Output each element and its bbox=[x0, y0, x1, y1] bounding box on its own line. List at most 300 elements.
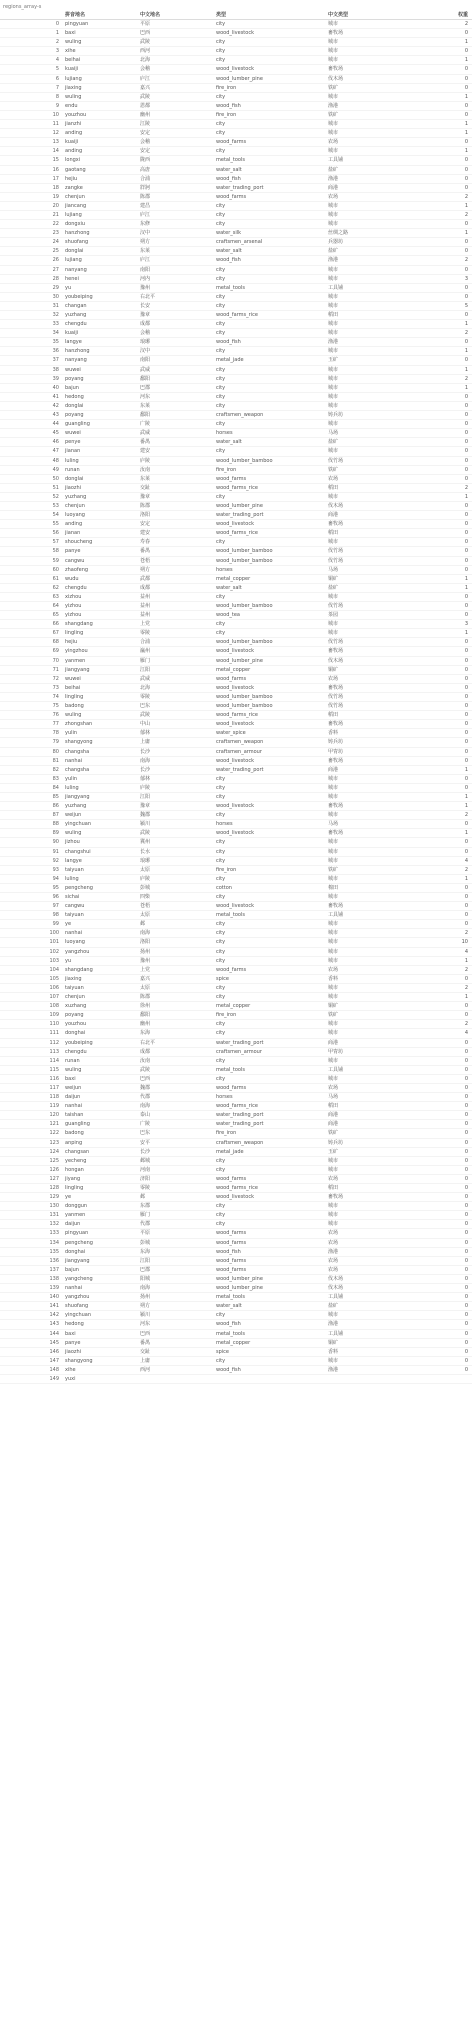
weight-cell: 0 bbox=[464, 448, 468, 455]
table-row[interactable] bbox=[0, 147, 472, 156]
chinese-name-cell: 徐州 bbox=[140, 1003, 151, 1010]
table-row[interactable] bbox=[0, 593, 472, 602]
row-index: 85 bbox=[52, 793, 59, 800]
table-row[interactable] bbox=[0, 638, 472, 647]
row-index: 69 bbox=[52, 648, 59, 655]
row-index: 14 bbox=[52, 148, 59, 155]
pinyin-name-cell: panye bbox=[65, 548, 81, 555]
table-row[interactable] bbox=[0, 775, 472, 784]
table-row[interactable] bbox=[0, 311, 472, 320]
chinese-name-cell: 南海 bbox=[140, 1285, 151, 1292]
row-index: 37 bbox=[52, 357, 59, 364]
weight-cell: 0 bbox=[464, 1166, 468, 1173]
table-row[interactable] bbox=[0, 475, 472, 484]
table-row[interactable] bbox=[0, 266, 472, 275]
table-row[interactable] bbox=[0, 1111, 472, 1120]
row-index: 63 bbox=[52, 593, 59, 600]
table-row[interactable] bbox=[0, 1039, 472, 1048]
table-row[interactable] bbox=[0, 557, 472, 566]
chinese-type-cell: 铜矿 bbox=[328, 666, 339, 673]
table-row[interactable] bbox=[0, 466, 472, 475]
table-row[interactable] bbox=[0, 1248, 472, 1257]
table-row[interactable] bbox=[0, 1029, 472, 1038]
table-row[interactable] bbox=[0, 875, 472, 884]
table-row[interactable] bbox=[0, 493, 472, 502]
pinyin-name-cell: chengdu bbox=[65, 1048, 87, 1055]
table-row[interactable] bbox=[0, 1193, 472, 1202]
table-row[interactable] bbox=[0, 1266, 472, 1275]
chinese-type-cell: 铁矿 bbox=[328, 1130, 339, 1137]
row-index: 46 bbox=[52, 439, 59, 446]
table-row[interactable] bbox=[0, 366, 472, 375]
table-row[interactable] bbox=[0, 711, 472, 720]
table-row[interactable] bbox=[0, 1075, 472, 1084]
chinese-name-cell: 庐陵 bbox=[140, 457, 151, 464]
table-row[interactable] bbox=[0, 1257, 472, 1266]
table-row[interactable] bbox=[0, 56, 472, 65]
chinese-type-cell: 城市 bbox=[328, 812, 339, 819]
table-row[interactable] bbox=[0, 1102, 472, 1111]
table-row[interactable] bbox=[0, 75, 472, 84]
chinese-name-cell: 建安 bbox=[140, 448, 151, 455]
row-index: 98 bbox=[52, 912, 59, 919]
pinyin-name-cell: yecheng bbox=[65, 1157, 87, 1164]
table-row[interactable] bbox=[0, 602, 472, 611]
pinyin-name-cell: pengcheng bbox=[65, 884, 93, 891]
chinese-name-cell: 西河 bbox=[140, 48, 151, 55]
chinese-name-cell: 安定 bbox=[140, 130, 151, 137]
type-cell: wood_farms_rice bbox=[216, 1185, 258, 1191]
table-row[interactable] bbox=[0, 175, 472, 184]
chinese-type-cell: 商港 bbox=[328, 1121, 339, 1128]
table-row[interactable] bbox=[0, 802, 472, 811]
chinese-name-cell: 番禺 bbox=[140, 548, 151, 555]
table-row[interactable] bbox=[0, 38, 472, 47]
pinyin-name-cell: xizhou bbox=[65, 593, 82, 600]
pinyin-name-cell: taiyuan bbox=[65, 866, 84, 873]
row-index: 118 bbox=[49, 1094, 59, 1101]
table-row[interactable] bbox=[0, 302, 472, 311]
table-row[interactable] bbox=[0, 184, 472, 193]
table-row[interactable] bbox=[0, 293, 472, 302]
pinyin-name-cell: lujiang bbox=[65, 211, 82, 218]
table-row[interactable] bbox=[0, 84, 472, 93]
table-row[interactable] bbox=[0, 120, 472, 129]
table-row[interactable] bbox=[0, 1048, 472, 1057]
pinyin-name-cell: ye bbox=[65, 1194, 72, 1201]
weight-cell: 0 bbox=[464, 421, 468, 428]
table-row[interactable] bbox=[0, 1229, 472, 1238]
table-row[interactable] bbox=[0, 1020, 472, 1029]
row-index: 49 bbox=[52, 466, 59, 473]
table-row[interactable] bbox=[0, 929, 472, 938]
row-index: 19 bbox=[52, 193, 59, 200]
table-row[interactable] bbox=[0, 866, 472, 875]
pinyin-name-cell: guangling bbox=[65, 421, 90, 428]
weight-cell: 0 bbox=[464, 48, 468, 55]
table-row[interactable] bbox=[0, 829, 472, 838]
table-row[interactable] bbox=[0, 93, 472, 102]
table-row[interactable] bbox=[0, 129, 472, 138]
pinyin-name-cell: shangdang bbox=[65, 621, 93, 628]
type-cell: city bbox=[216, 539, 226, 546]
table-row[interactable] bbox=[0, 1066, 472, 1075]
type-cell: craftsmen_weapon bbox=[216, 1139, 264, 1146]
chinese-name-cell: 雁门 bbox=[140, 657, 151, 664]
chinese-type-cell: 城市 bbox=[328, 793, 339, 800]
type-cell: craftsmen_armour bbox=[216, 748, 262, 755]
table-row[interactable] bbox=[0, 47, 472, 56]
table-row[interactable] bbox=[0, 848, 472, 857]
type-cell: city bbox=[216, 21, 226, 27]
header-chinese-type[interactable]: 中文类型 bbox=[328, 12, 349, 18]
table-row[interactable] bbox=[0, 502, 472, 511]
weight-cell: 0 bbox=[464, 921, 468, 928]
type-cell: city bbox=[216, 130, 226, 137]
chinese-name-cell: 江阳 bbox=[140, 666, 151, 673]
table-row[interactable] bbox=[0, 1057, 472, 1066]
table-row[interactable] bbox=[0, 529, 472, 538]
table-row[interactable] bbox=[0, 375, 472, 384]
row-index: 29 bbox=[52, 284, 59, 291]
type-cell: city bbox=[216, 848, 226, 855]
table-row[interactable] bbox=[0, 1093, 472, 1102]
table-row[interactable] bbox=[0, 520, 472, 529]
type-cell: city bbox=[216, 957, 226, 964]
weight-cell: 0 bbox=[464, 839, 468, 846]
row-index: 20 bbox=[52, 202, 59, 209]
table-row[interactable] bbox=[0, 347, 472, 356]
pinyin-name-cell: anding bbox=[65, 521, 83, 528]
table-row[interactable] bbox=[0, 284, 472, 293]
table-row[interactable] bbox=[0, 420, 472, 429]
table-row[interactable] bbox=[0, 220, 472, 229]
table-row[interactable] bbox=[0, 247, 472, 256]
pinyin-name-cell: wuwei bbox=[65, 430, 81, 437]
weight-cell: 4 bbox=[464, 857, 468, 864]
table-row[interactable] bbox=[0, 647, 472, 656]
type-cell: city bbox=[216, 366, 226, 373]
table-row[interactable] bbox=[0, 1284, 472, 1293]
table-row[interactable] bbox=[0, 1184, 472, 1193]
table-row[interactable] bbox=[0, 511, 472, 520]
table-row[interactable] bbox=[0, 211, 472, 220]
type-cell: water_salt bbox=[216, 439, 242, 446]
table-row[interactable] bbox=[0, 193, 472, 202]
chinese-type-cell: 农场 bbox=[328, 193, 339, 200]
table-row[interactable] bbox=[0, 429, 472, 438]
header-chinese-name[interactable]: 中文地名 bbox=[140, 12, 161, 18]
chinese-name-cell: 彭城 bbox=[140, 1239, 151, 1246]
pinyin-name-cell: kuaiji bbox=[65, 66, 79, 73]
table-row[interactable] bbox=[0, 1202, 472, 1211]
chinese-type-cell: 城市 bbox=[328, 57, 339, 64]
chinese-type-cell: 伐竹场 bbox=[328, 703, 344, 710]
chinese-type-cell: 城市 bbox=[328, 1021, 339, 1028]
row-index: 88 bbox=[52, 821, 59, 828]
table-row[interactable] bbox=[0, 1339, 472, 1348]
table-row[interactable] bbox=[0, 857, 472, 866]
table-row[interactable] bbox=[0, 984, 472, 993]
table-row[interactable] bbox=[0, 757, 472, 766]
table-row[interactable] bbox=[0, 1320, 472, 1329]
header-weight[interactable]: 权重 bbox=[457, 12, 468, 18]
chinese-type-cell: 渔港 bbox=[328, 1366, 339, 1373]
type-cell: city bbox=[216, 293, 226, 300]
chinese-type-cell: 稻田 bbox=[328, 1103, 339, 1110]
table-row[interactable] bbox=[0, 611, 472, 620]
type-cell: wood_lumber_bamboo bbox=[216, 703, 273, 710]
type-cell: metal_tools bbox=[216, 1330, 245, 1337]
table-row[interactable] bbox=[0, 738, 472, 747]
table-row[interactable] bbox=[0, 384, 472, 393]
table-row[interactable] bbox=[0, 811, 472, 820]
chinese-name-cell: 河内 bbox=[140, 275, 151, 282]
table-row[interactable] bbox=[0, 1157, 472, 1166]
weight-cell: 0 bbox=[464, 784, 468, 791]
chinese-type-cell: 稻田 bbox=[328, 312, 339, 318]
table-row[interactable] bbox=[0, 484, 472, 493]
type-cell: wood_lumber_pine bbox=[216, 502, 263, 509]
pinyin-name-cell: chenjun bbox=[65, 193, 85, 200]
table-row[interactable] bbox=[0, 29, 472, 38]
chinese-name-cell: 嘉兴 bbox=[140, 975, 151, 982]
pinyin-name-cell: jianzhi bbox=[65, 121, 82, 128]
table-row[interactable] bbox=[0, 693, 472, 702]
chinese-name-cell: 庐陵 bbox=[140, 784, 151, 791]
weight-cell: 0 bbox=[464, 239, 468, 246]
table-row[interactable] bbox=[0, 1175, 472, 1184]
weight-cell: 0 bbox=[464, 603, 468, 609]
table-row[interactable] bbox=[0, 911, 472, 920]
chinese-type-cell: 香料 bbox=[328, 975, 339, 982]
table-row[interactable] bbox=[0, 1293, 472, 1302]
weight-cell: 0 bbox=[464, 1012, 468, 1019]
type-cell: wood_lumber_pine bbox=[216, 75, 263, 82]
table-row[interactable] bbox=[0, 275, 472, 284]
weight-cell: 1 bbox=[464, 366, 468, 373]
chinese-name-cell: 汉中 bbox=[140, 230, 151, 237]
table-row[interactable] bbox=[0, 20, 472, 29]
pinyin-name-cell: pengcheng bbox=[65, 1239, 93, 1246]
table-row[interactable] bbox=[0, 1302, 472, 1311]
table-row[interactable] bbox=[0, 820, 472, 829]
table-row[interactable] bbox=[0, 1311, 472, 1320]
table-row[interactable] bbox=[0, 1348, 472, 1357]
table-row[interactable] bbox=[0, 111, 472, 120]
chinese-type-cell: 农场 bbox=[328, 675, 339, 682]
table-row[interactable] bbox=[0, 356, 472, 365]
row-index: 83 bbox=[52, 775, 59, 782]
chinese-name-cell: 上党 bbox=[140, 966, 151, 973]
type-cell: wood_livestock bbox=[216, 684, 254, 691]
table-row[interactable] bbox=[0, 666, 472, 675]
table-row[interactable] bbox=[0, 620, 472, 629]
chinese-type-cell: 盐矿 bbox=[328, 584, 339, 591]
chinese-type-cell: 农场 bbox=[328, 1266, 339, 1273]
type-cell: horses bbox=[216, 821, 233, 828]
table-row[interactable] bbox=[0, 411, 472, 420]
pinyin-name-cell: yanmen bbox=[65, 1212, 86, 1219]
table-row[interactable] bbox=[0, 766, 472, 775]
chinese-name-cell: 合浦 bbox=[140, 639, 151, 646]
pinyin-name-cell: donglai bbox=[65, 475, 84, 482]
chinese-name-cell: 嘉兴 bbox=[140, 84, 151, 91]
pinyin-name-cell: nanhai bbox=[65, 1285, 83, 1292]
chinese-name-cell: 陈郡 bbox=[140, 502, 151, 509]
row-index: 6 bbox=[55, 75, 59, 82]
table-row[interactable] bbox=[0, 1211, 472, 1220]
table-row[interactable] bbox=[0, 1330, 472, 1339]
weight-cell: 0 bbox=[464, 1212, 468, 1219]
table-row[interactable] bbox=[0, 1275, 472, 1284]
row-index: 48 bbox=[52, 457, 59, 464]
pinyin-name-cell: panye bbox=[65, 1339, 81, 1346]
chinese-name-cell: 魏郡 bbox=[140, 812, 151, 819]
chinese-type-cell: 城市 bbox=[328, 130, 339, 137]
row-index: 127 bbox=[49, 1175, 59, 1182]
table-row[interactable] bbox=[0, 675, 472, 684]
table-row[interactable] bbox=[0, 948, 472, 957]
type-cell: wood_farms_rice bbox=[216, 712, 258, 719]
table-row[interactable] bbox=[0, 657, 472, 666]
table-row[interactable] bbox=[0, 1366, 472, 1375]
row-index: 30 bbox=[52, 293, 59, 300]
table-row[interactable] bbox=[0, 102, 472, 111]
table-row[interactable] bbox=[0, 457, 472, 466]
table-row[interactable] bbox=[0, 838, 472, 847]
pinyin-name-cell: chenjun bbox=[65, 994, 85, 1001]
weight-cell: 0 bbox=[464, 657, 468, 664]
table-row[interactable] bbox=[0, 256, 472, 265]
pinyin-name-cell: hongan bbox=[65, 1166, 84, 1173]
row-index: 67 bbox=[52, 630, 59, 637]
type-cell: wood_livestock bbox=[216, 521, 254, 528]
pinyin-name-cell: pingyuan bbox=[65, 21, 89, 27]
table-row[interactable] bbox=[0, 966, 472, 975]
table-row[interactable] bbox=[0, 329, 472, 338]
table-row[interactable] bbox=[0, 402, 472, 411]
table-row[interactable] bbox=[0, 156, 472, 165]
table-row[interactable] bbox=[0, 338, 472, 347]
table-row[interactable] bbox=[0, 447, 472, 456]
table-row[interactable] bbox=[0, 1357, 472, 1366]
type-cell: city bbox=[216, 984, 226, 991]
table-row[interactable] bbox=[0, 957, 472, 966]
table-row[interactable] bbox=[0, 393, 472, 402]
type-cell: city bbox=[216, 948, 226, 955]
weight-cell: 0 bbox=[464, 1275, 468, 1282]
table-row[interactable] bbox=[0, 1084, 472, 1093]
chinese-type-cell: 城市 bbox=[328, 39, 339, 46]
table-row[interactable] bbox=[0, 547, 472, 556]
table-row[interactable] bbox=[0, 1120, 472, 1129]
weight-cell: 0 bbox=[464, 1094, 468, 1101]
pinyin-name-cell: changsha bbox=[65, 748, 90, 755]
chinese-type-cell: 香料 bbox=[328, 730, 339, 737]
table-row[interactable] bbox=[0, 748, 472, 757]
table-row[interactable] bbox=[0, 938, 472, 947]
type-cell: wood_farms bbox=[216, 1084, 247, 1091]
type-cell: craftsmen_weapon bbox=[216, 739, 264, 746]
row-index: 40 bbox=[52, 384, 59, 391]
row-index: 38 bbox=[52, 366, 59, 373]
table-row[interactable] bbox=[0, 65, 472, 74]
row-index: 126 bbox=[49, 1166, 59, 1173]
pinyin-name-cell: daijun bbox=[65, 1094, 81, 1101]
table-row[interactable] bbox=[0, 1220, 472, 1229]
table-row[interactable] bbox=[0, 1166, 472, 1175]
table-row[interactable] bbox=[0, 720, 472, 729]
type-cell: city bbox=[216, 321, 226, 328]
chinese-type-cell: 城市 bbox=[328, 539, 339, 546]
table-row[interactable] bbox=[0, 993, 472, 1002]
type-cell: wood_livestock bbox=[216, 830, 254, 837]
table-row[interactable] bbox=[0, 793, 472, 802]
table-row[interactable] bbox=[0, 575, 472, 584]
table-row[interactable] bbox=[0, 729, 472, 738]
chinese-type-cell: 城市 bbox=[328, 1057, 339, 1064]
table-row[interactable] bbox=[0, 629, 472, 638]
table-row[interactable] bbox=[0, 784, 472, 793]
table-row[interactable] bbox=[0, 138, 472, 147]
chinese-type-cell: 商港 bbox=[328, 1039, 339, 1046]
row-index: 110 bbox=[49, 1021, 59, 1028]
chinese-type-cell: 铁矿 bbox=[328, 1012, 339, 1019]
table-row[interactable] bbox=[0, 884, 472, 893]
pinyin-name-cell: youzhou bbox=[65, 111, 87, 118]
table-row[interactable] bbox=[0, 1011, 472, 1020]
table-row[interactable] bbox=[0, 584, 472, 593]
weight-cell: 0 bbox=[464, 1194, 468, 1201]
chinese-type-cell: 城市 bbox=[328, 221, 339, 228]
table-row[interactable] bbox=[0, 202, 472, 211]
header-pinyin-name[interactable]: 拼音地名 bbox=[65, 12, 86, 18]
table-row[interactable] bbox=[0, 166, 472, 175]
table-row[interactable] bbox=[0, 438, 472, 447]
row-index: 133 bbox=[49, 1230, 59, 1237]
table-row[interactable] bbox=[0, 975, 472, 984]
row-index: 128 bbox=[49, 1185, 59, 1191]
table-row[interactable] bbox=[0, 920, 472, 929]
chinese-name-cell: 邺城 bbox=[140, 1157, 151, 1164]
table-row[interactable] bbox=[0, 1148, 472, 1157]
row-index: 124 bbox=[49, 1148, 59, 1155]
table-row[interactable] bbox=[0, 566, 472, 575]
table-row[interactable] bbox=[0, 1002, 472, 1011]
table-row[interactable] bbox=[0, 229, 472, 238]
weight-cell: 1 bbox=[464, 766, 468, 773]
row-index: 34 bbox=[52, 330, 59, 337]
table-row[interactable] bbox=[0, 1139, 472, 1148]
table-row[interactable] bbox=[0, 702, 472, 711]
table-row[interactable] bbox=[0, 538, 472, 547]
header-type[interactable]: 类型 bbox=[216, 12, 227, 18]
table-row[interactable] bbox=[0, 320, 472, 329]
table-row[interactable] bbox=[0, 1129, 472, 1138]
table-row[interactable] bbox=[0, 1239, 472, 1248]
weight-cell: 0 bbox=[464, 912, 468, 919]
type-cell: wood_lumber_bamboo bbox=[216, 557, 273, 564]
table-row[interactable] bbox=[0, 1375, 472, 1384]
table-row[interactable] bbox=[0, 238, 472, 247]
table-row[interactable] bbox=[0, 893, 472, 902]
type-cell: water_salt bbox=[216, 584, 242, 591]
chinese-name-cell: 豫州 bbox=[140, 284, 151, 291]
table-row[interactable] bbox=[0, 902, 472, 911]
pinyin-name-cell: sichai bbox=[65, 894, 80, 900]
table-row[interactable] bbox=[0, 684, 472, 693]
